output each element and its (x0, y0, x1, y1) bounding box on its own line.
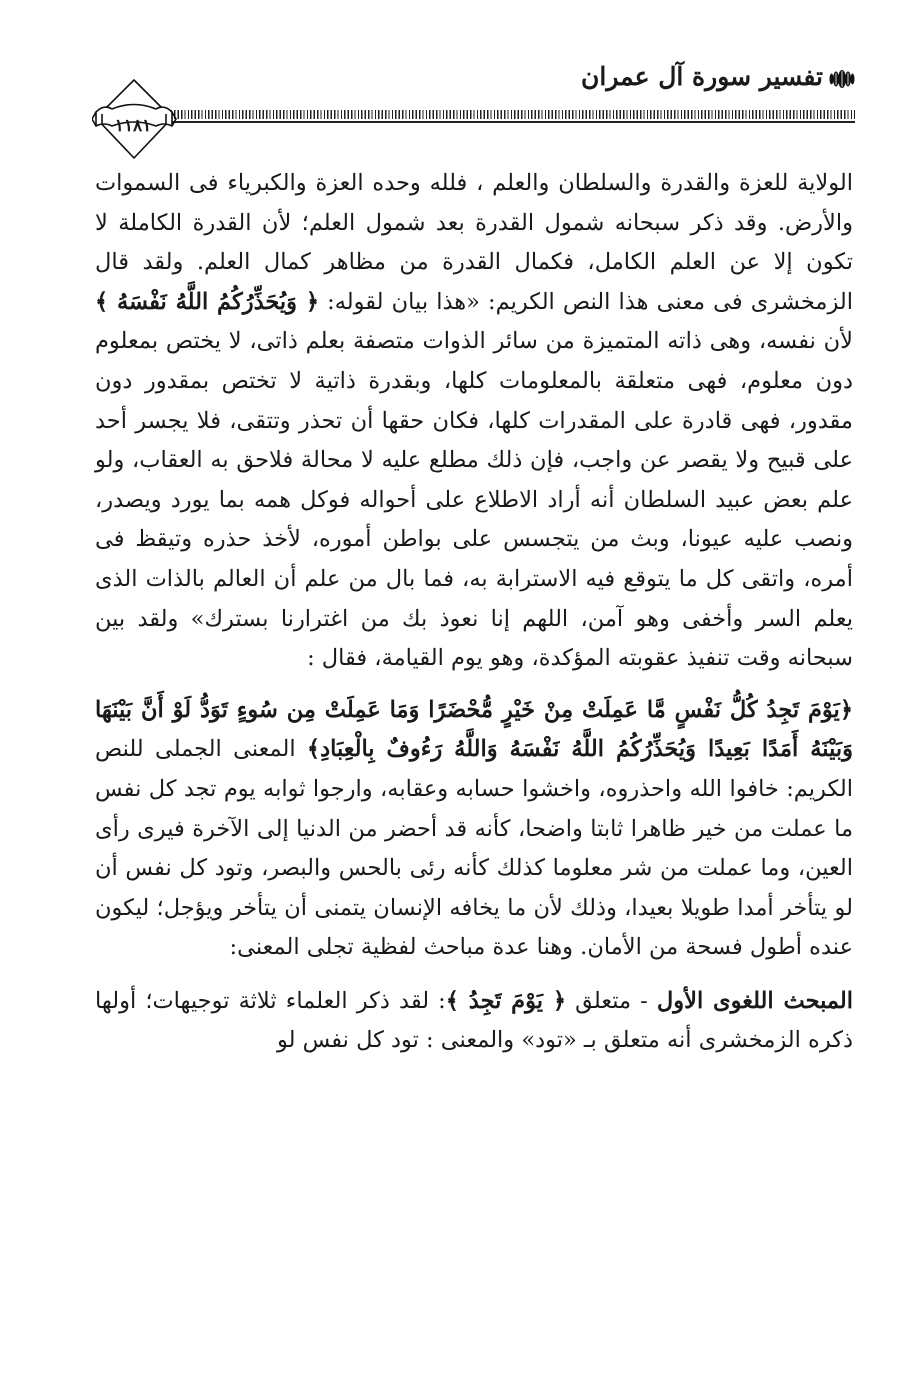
body-text (95, 164, 853, 1061)
paragraph-1 (95, 164, 853, 679)
section-heading: المبحث اللغوى الأول (656, 987, 853, 1014)
verse-open-bracket: ﴿ (305, 288, 320, 315)
quran-quote: يَوْمَ تَجِدُ (458, 987, 553, 1014)
verse-close-bracket: ﴾ (95, 288, 109, 315)
text-run: لأن نفسه، وهى ذاته المتميزة من سائر الذوات متصفة بعلم ذاتى، لا يختص بمعلوم دون معلوم، فهى متعلقة بالمعلومات كلها، وبقدرة ذاتية لا تختص بمقدور دون مقدور، فهى قادرة على المقدرات كلها، فكان حقها أن تحذر وتتقى، فلا يجسر أحد على قبيح ولا يقصر عن واجب، فإن ذلك مطلع عليه لا محالة فلاحق به العقاب، ولو علم بعض عبيد السلطان أنه أراد الاطلاع على أحواله فوكل همه بما يورد ويصدر، ونصب عليه عيونا، وبث من يتجسس على بواطن أموره، لأخذ حذره وتيقظ فى أمره، واتقى كل ما يتوقع فيه الاسترابة به، فما بال من علم أن العالم بالذات الذى يعلم السر وأخفى وهو آمن، اللهم إنا نعوذ بك من اغترارنا بسترك» ولقد بين سبحانه وقت تنفيذ عقوبته المؤكدة، وهو يوم القيامة، فقال : (95, 328, 853, 672)
text-run: - متعلق (566, 987, 657, 1014)
quran-verse: يَوْمَ تَجِدُ كُلُّ نَفْسٍ مَّا عَمِلَتْ مِنْ خَيْرٍ مُّحْضَرًا وَمَا عَمِلَتْ مِن سُوءٍ تَوَدُّ لَوْ أَنَّ بَيْنَهَا وَبَيْنَهُ أَمَدًا بَعِيدًا وَيُحَذِّرُكُمُ اللَّهُ نَفْسَهُ وَاللَّهُ رَءُوفٌ بِالْعِبَادِ (95, 696, 853, 763)
paragraph-2 (95, 691, 853, 968)
paragraph-3 (95, 982, 853, 1061)
page-number: ١١٨١ (114, 116, 152, 136)
header-ornamental-rule (164, 110, 855, 119)
page-number-badge (92, 76, 178, 164)
text-run: المعنى الجملى للنص الكريم: خافوا الله واحذروه، واخشوا حسابه وعقابه، وارجوا ثوابه يوم تجد كل نفس ما عملت من خير ظاهرا ثابتا واضحا، كأنه قد أحضر من الدنيا إلى الآخرة فيرى رأى العين، وما عملت من شر معلوما كذلك كأنه رئى بالحس والبصر، وتود كل نفس أن لو يتأخر أمدا طويلا بعيدا، وذلك لأن ما يخافه الإنسان يتمنى أن يتأخر ويؤجل؛ ليكون عنده أطول فسحة من الأمان. وهنا عدة مباحث لفظية تجلى المعنى: (95, 736, 853, 961)
verse-open-bracket: ﴿ (839, 696, 853, 723)
verse-open-bracket: ﴿ (552, 987, 566, 1014)
verse-close-bracket: ﴾ (445, 987, 459, 1014)
running-title: تفسير سورة آل عمران (581, 62, 823, 91)
text-run: : لقد ذكر العلماء ثلاثة توجيهات؛ أولها ذكره الزمخشرى أنه متعلق بـ «تود» والمعنى : تود كل نفس لو (95, 987, 853, 1054)
quran-quote: وَيُحَذِّرُكُمُ اللَّهُ نَفْسَهُ (108, 288, 306, 315)
verse-close-bracket: ﴾ (306, 736, 321, 763)
header-divider (164, 121, 855, 123)
flower-ornament-icon (829, 68, 855, 90)
text-run: الولاية للعزة والقدرة والسلطان والعلم ، فلله وحده العزة والكبرياء فى السموات والأرض. وقد ذكر سبحانه شمول القدرة بعد شمول العلم؛ لأن القدرة الكاملة لا تكون إلا عن العلم الكامل، فكمال القدرة من مظاهر كمال العلم. ولقد قال الزمخشرى فى معنى هذا النص الكريم: «هذا بيان لقوله: (95, 170, 853, 315)
page-header (92, 58, 855, 168)
